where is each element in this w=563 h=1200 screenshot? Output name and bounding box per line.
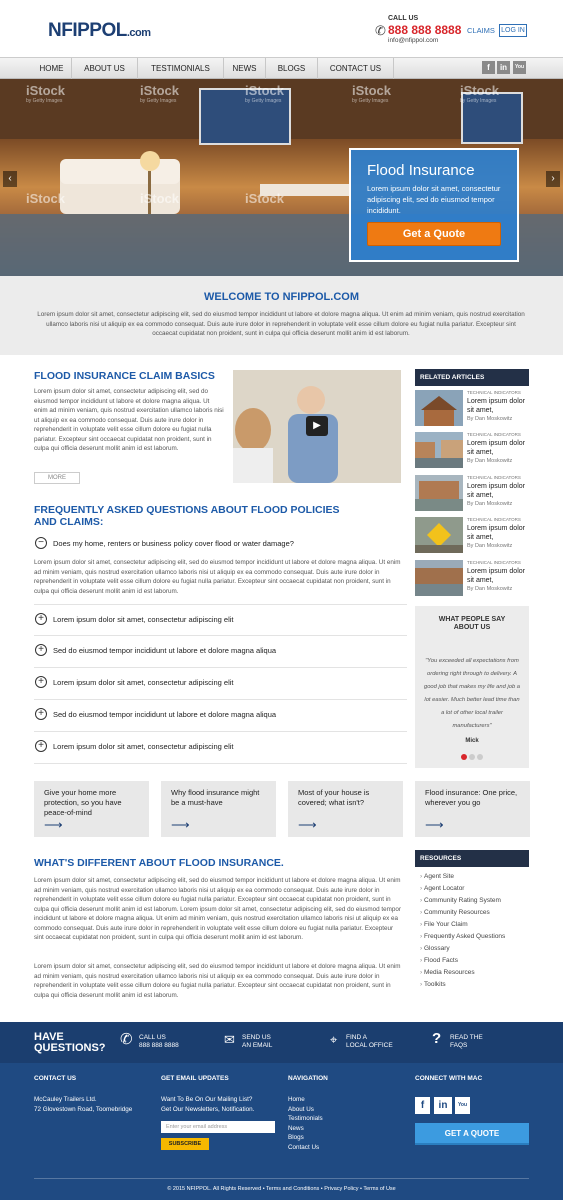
footer-email-line: Want To Be On Our Mailing List? [161,1096,253,1103]
nav-news[interactable]: NEWS [224,58,266,79]
plus-icon[interactable]: + [35,708,47,720]
faq-item[interactable] [34,732,407,764]
article-thumbnail [415,390,463,426]
related-article[interactable] [415,432,529,470]
nav-contact-us[interactable]: CONTACT US [318,58,394,79]
promo-card[interactable] [288,781,403,837]
arrow-right-icon[interactable]: ⟶ [425,817,444,832]
article-category: TECHNICAL INDICATORS [467,475,521,480]
nav-blogs[interactable]: BLOGS [266,58,318,79]
footer-divider [34,1178,529,1179]
article-thumbnail [415,432,463,468]
question-mark-icon: ? [432,1030,442,1047]
promo-card[interactable] [161,781,276,837]
article-author: By Dan Moskowitz [467,586,513,592]
resource-link[interactable]: › Media Resources [424,969,475,976]
resource-link[interactable]: › Agent Locator [424,885,464,892]
related-articles-title: RELATED ARTICLES [415,369,529,386]
phone-icon: ✆ [120,1031,133,1048]
hero-slider [0,79,563,276]
watermark: iStock by Getty Images [352,83,392,104]
arrow-right-icon[interactable]: ⟶ [44,817,63,832]
faq-question[interactable]: Lorem ipsum dolor sit amet, consectetur adipiscing elit [53,678,234,687]
questions-bar [0,1022,563,1063]
footer-company: McCauley Trailers Ltd. [34,1096,97,1103]
faq-title: FREQUENTLY ASKED QUESTIONS ABOUT FLOOD POLICIES AND CLAIMS: [34,504,340,528]
promo-card-text: Flood insurance: One price, wherever you go [425,788,518,807]
footer-link-testimonials[interactable]: Testimonials [288,1115,323,1122]
slider-prev-arrow[interactable]: ‹ [3,171,17,187]
article-author: By Dan Moskowitz [467,543,513,549]
footer-link-contact[interactable]: Contact Us [288,1144,320,1151]
different-paragraph: Lorem ipsum dolor sit amet, consectetur adipiscing elit, sed do eiusmod tempor incididunt ut labore et dolore magna aliqua. Ut enim ad minim veniam, quis nostrud exercitation ullamco laboris nisi ut aliquip ex ea commodo consequat. Duis aute irure dolor in reprehenderit in voluptate velit esse cillum dolore eu fugiat nulla pariatur. Excepteur sint occaecat cupidatat non proident, sunt in culpa qui officia deserunt mollit anim id est laborum. Lorem ipsum dolor sit amet, consectetur adipiscing elit, sed do eiusmod tempor incididunt ut labore et dolore magna aliqua. Ut enim ad minim veniam, quis nostrud exercitation ullamco laboris nisi ut aliquip ex ea commodo consequat. Duis aute irure dolor in reprehenderit in voluptate velit esse cillum dolore eu fugiat nulla pariatur. Excepteur sint occaecat cupidatat non proident, sunt in culpa qui officia deserunt mollit anim id est laborum. [34,877,402,941]
faq-item[interactable] [34,700,407,732]
resource-link[interactable]: › Flood Facts [424,957,458,964]
faq-item[interactable] [34,636,407,668]
claim-basics-title: FLOOD INSURANCE CLAIM BASICS [34,370,215,382]
resource-link[interactable]: › Community Resources [424,909,490,916]
claims-link[interactable]: CLAIMS [467,26,495,35]
footer-link-blogs[interactable]: Blogs [288,1134,304,1141]
plus-icon[interactable]: + [35,676,47,688]
article-title[interactable]: Lorem ipsum dolor sit amet, [467,440,525,456]
watermark: iStock by Getty Images [460,83,500,104]
different-paragraph: Lorem ipsum dolor sit amet, consectetur adipiscing elit, sed do eiusmod tempor incididunt ut labore et dolore magna aliqua. Ut enim ad minim veniam, quis nostrud exercitation ullamco laboris nisi ut aliquip ex ea commodo consequat. Duis aute irure dolor in reprehenderit in voluptate velit esse cillum dolore eu fugiat nulla pariatur. Excepteur sint occaecat cupidatat non proident, sunt in culpa qui officia deserunt mollit anim id est laborum. [34,963,401,999]
cta-email[interactable]: SEND US AN EMAIL [242,1034,273,1049]
email-input[interactable]: Enter your email address [161,1121,275,1133]
faq-answer: Lorem ipsum dolor sit amet, consectetur adipiscing elit, sed do eiusmod tempor incididunt ut labore et dolore magna aliqua. Ut enim ad minim veniam, quis nostrud exercitation ullamco laboris nisi ut aliquip ex ea commodo consequat. Duis aute irure dolor in reprehenderit in voluptate velit esse cillum dolore eu fugiat nulla pariatur. Excepteur sint occaecat cupidatat non proident, sunt in culpa qui officia deserunt mollit anim id est laborum. [34,559,401,595]
main-nav [0,57,563,79]
watermark: iStock [140,191,180,206]
watermark: iStock [245,191,285,206]
welcome-title: WELCOME TO NFIPPOL.COM [203,291,359,303]
footer-address: 72 Glovestown Road, Toomebridge [34,1106,133,1113]
linkedin-icon[interactable]: in [497,61,510,74]
footer-link-news[interactable]: News [288,1125,304,1132]
linkedin-icon[interactable]: in [434,1097,452,1114]
resource-link[interactable]: › File Your Claim [424,921,468,928]
envelope-icon: ✉ [224,1032,235,1047]
resources-title: RESOURCES [415,850,529,867]
resource-link[interactable]: › Glossary [424,945,450,952]
article-thumbnail [415,475,463,511]
related-article[interactable] [415,517,529,555]
youtube-icon[interactable]: You [513,61,526,74]
testimonial-box [415,606,529,768]
facebook-icon[interactable]: f [482,61,495,74]
watermark: iStock by Getty Images [140,83,180,104]
more-button[interactable]: MORE [34,472,80,484]
article-title[interactable]: Lorem ipsum dolor sit amet, [467,525,525,541]
promo-card[interactable] [34,781,149,837]
related-article[interactable] [415,475,529,513]
article-title[interactable]: Lorem ipsum dolor sit amet, [467,398,525,414]
article-thumbnail [415,560,463,596]
plus-icon[interactable]: + [35,740,47,752]
subscribe-button[interactable]: SUBSCRIBE [161,1138,209,1150]
site-header [0,0,563,57]
nav-about-us[interactable]: ABOUT US [72,58,138,79]
faq-question[interactable]: Sed do eiusmod tempor incididunt ut labore et dolore magna aliqua [53,646,277,655]
resource-link[interactable]: › Toolkits [424,981,446,988]
article-category: TECHNICAL INDICATORS [467,432,521,437]
footer-connect-title: CONNECT WITH MAC [415,1075,483,1082]
plus-icon[interactable]: + [35,644,47,656]
location-pin-icon: ⌖ [330,1032,338,1047]
resource-link[interactable]: › Agent Site [424,873,454,880]
related-article[interactable] [415,390,529,428]
cta-office[interactable]: FIND A LOCAL OFFICE [346,1034,393,1049]
footer-nav-title: NAVIGATION [288,1075,328,1082]
article-category: TECHNICAL INDICATORS [467,390,521,395]
footer-get-quote-button[interactable]: GET A QUOTE [415,1123,529,1145]
facebook-icon[interactable]: f [415,1097,430,1114]
hero-title: Flood Insurance [367,162,475,179]
watermark: iStock by Getty Images [245,83,285,104]
cta-faqs[interactable]: READ THE FAQS [450,1034,483,1049]
article-category: TECHNICAL INDICATORS [467,560,521,565]
carousel-dot[interactable] [477,754,483,760]
footer-email-line: Get Our Newsletters, Notification. [161,1106,255,1113]
promo-card-text: Why flood insurance might be a must-have [171,788,260,807]
video-player[interactable] [233,370,401,483]
testimonial-author: Mick [465,738,479,744]
cta-call[interactable]: CALL US 888 888 8888 [139,1034,179,1049]
footer-email-title: GET EMAIL UPDATES [161,1075,229,1082]
welcome-section [0,276,563,355]
article-author: By Dan Moskowitz [467,458,513,464]
minus-icon[interactable]: − [35,537,47,549]
header-email[interactable]: info@nfippol.com [388,37,439,44]
related-article[interactable] [415,560,529,598]
welcome-text: Lorem ipsum dolor sit amet, consectetur adipiscing elit, sed do eiusmod tempor incididunt ut labore et dolore magna aliqua. Ut enim ad minim veniam, quis nostrud exercitation ullamco laboris nisi ut aliquip ex ea commodo consequat. Duis aute irure dolor in reprehenderit in voluptate velit esse cillum dolore eu fugiat nulla pariatur. Excepteur sint occaecat cupidatat non proident, sunt in culpa qui officia deserunt mollit anim id est laborum. [37,311,525,337]
hero-text: Lorem ipsum dolor sit amet, consectetur adipiscing elit, sed do eiusmod tempor incididunt. [367,184,501,215]
arrow-right-icon[interactable]: ⟶ [298,817,317,832]
call-label: CALL US [388,15,419,22]
different-title: WHAT'S DIFFERENT ABOUT FLOOD INSURANCE. [34,857,284,869]
phone-icon: ✆ [375,23,386,38]
faq-item-open[interactable] [34,529,407,561]
footer-link-home[interactable]: Home [288,1096,305,1103]
site-logo[interactable] [48,20,151,42]
article-author: By Dan Moskowitz [467,416,513,422]
watermark: iStock [26,191,66,206]
play-icon[interactable]: ▶ [306,416,328,436]
footer-link-about[interactable]: About Us [288,1106,314,1113]
faq-question[interactable]: Does my home, renters or business policy cover flood or water damage? [53,539,294,548]
promo-card-text: Give your home more protection, so you have peace-of-mind [44,788,122,817]
article-thumbnail [415,517,463,553]
logo-main: NFIPPOL [48,20,127,41]
testimonial-quote: "You exceeded all expectations from ordering right through to delivery. A good job that makes my life and job a lot easier. Much better lead time than a lot of other local trailer manufacturers" [423,658,521,729]
carousel-dot-active[interactable] [461,754,467,760]
resource-link[interactable]: › Community Rating System [424,897,501,904]
watermark: iStock by Getty Images [26,83,66,104]
hero-callout [349,148,519,262]
faq-item[interactable] [34,604,407,636]
carousel-dot[interactable] [469,754,475,760]
faq-question[interactable]: Lorem ipsum dolor sit amet, consectetur adipiscing elit [53,615,234,624]
slider-next-arrow[interactable]: › [546,171,560,187]
copyright: © 2015 NFIPPOL. All Rights Reserved • Terms and Conditions • Privacy Policy • Terms of Use [167,1186,396,1192]
resource-link[interactable]: › Frequently Asked Questions [424,933,505,940]
faq-question[interactable]: Sed do eiusmod tempor incididunt ut labore et dolore magna aliqua [53,710,277,719]
login-button[interactable]: LOG IN [499,24,527,37]
arrow-right-icon[interactable]: ⟶ [171,817,190,832]
faq-question[interactable]: Lorem ipsum dolor sit amet, consectetur adipiscing elit [53,742,234,751]
nav-testimonials[interactable]: TESTIMONIALS [138,58,224,79]
article-author: By Dan Moskowitz [467,501,513,507]
header-phone[interactable]: 888 888 8888 [388,23,462,37]
have-questions-label: HAVE QUESTIONS? [34,1031,106,1054]
youtube-icon[interactable]: You [455,1097,470,1114]
get-quote-button[interactable]: Get a Quote [367,222,501,246]
article-category: TECHNICAL INDICATORS [467,517,521,522]
faq-item[interactable] [34,668,407,700]
plus-icon[interactable]: + [35,613,47,625]
testimonial-title: WHAT PEOPLE SAY ABOUT US [438,616,506,631]
logo-suffix: .com [126,27,151,39]
claim-basics-text: Lorem ipsum dolor sit amet, consectetur adipiscing elit, sed do eiusmod tempor incididunt ut labore et dolore magna aliqua. Ut enim ad minim veniam, quis nostrud exercitation ullamco laboris nisi ut aliquip ex ea commodo consequat. Duis aute irure dolor in reprehenderit in voluptate velit esse cillum dolore eu fugiat nulla pariatur. Excepteur sint occaecat cupidatat non proident, sunt in culpa qui officia deserunt mollit anim id est laborum. [34,388,224,452]
article-title[interactable]: Lorem ipsum dolor sit amet, [467,568,525,584]
article-title[interactable]: Lorem ipsum dolor sit amet, [467,483,525,499]
nav-home[interactable]: HOME [32,58,72,79]
footer-contact-title: CONTACT US [34,1075,77,1082]
promo-card[interactable] [415,781,530,837]
promo-card-text: Most of your house is covered; what isn't? [298,788,370,807]
